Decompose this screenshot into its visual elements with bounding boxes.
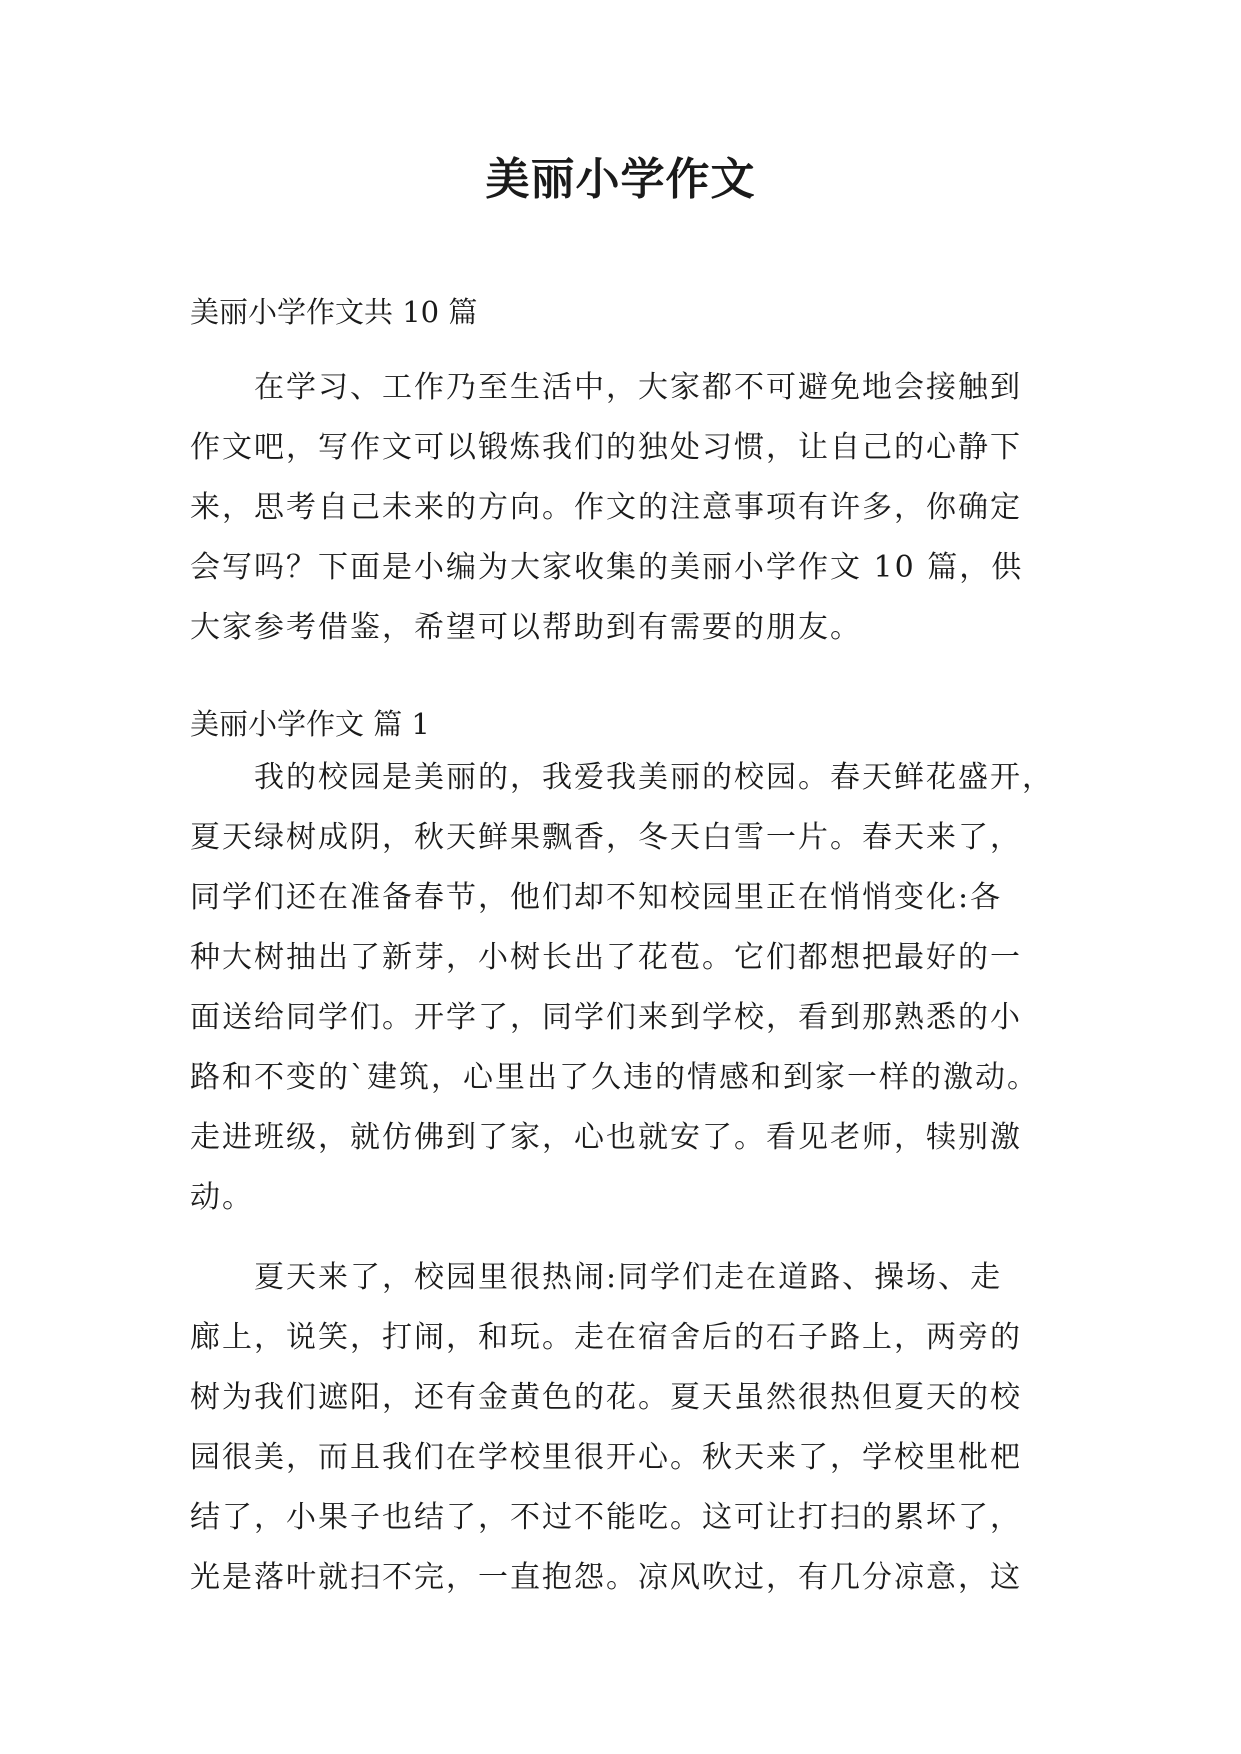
paragraph-line: 动。 [190, 1180, 254, 1215]
paragraph-line: 廊上，说笑，打闹，和玩。走在宿舍后的石子路上，两旁的 [190, 1320, 1022, 1355]
paragraph-line: 夏天来了，校园里很热闹:同学们走在道路、操场、走 [254, 1260, 1003, 1295]
document-title: 美丽小学作文 [485, 154, 756, 205]
paragraph-line: 树为我们遮阳，还有金黄色的花。夏天虽然很热但夏天的校 [190, 1380, 1022, 1415]
paragraph-line: 面送给同学们。开学了，同学们来到学校，看到那熟悉的小 [190, 1000, 1022, 1035]
section-heading: 美丽小学作文 篇 1 [190, 707, 430, 741]
paragraph-line: 园很美，而且我们在学校里很开心。秋天来了，学校里枇杷 [190, 1440, 1022, 1475]
paragraph-line: 种大树抽出了新芽，小树长出了花苞。它们都想把最好的一 [190, 940, 1022, 975]
paragraph-line: 我的校园是美丽的，我爱我美丽的校园。春天鲜花盛开， [254, 760, 1054, 795]
paragraph-line: 光是落叶就扫不完，一直抱怨。凉风吹过，有几分凉意，这 [190, 1560, 1022, 1595]
intro-line: 大家参考借鉴，希望可以帮助到有需要的朋友。 [190, 610, 862, 645]
intro-line: 会写吗？下面是小编为大家收集的美丽小学作文 10 篇，供 [190, 550, 1024, 585]
paragraph-line: 结了，小果子也结了，不过不能吃。这可让打扫的累坏了， [190, 1500, 1022, 1535]
paragraph-line: 走进班级，就仿佛到了家，心也就安了。看见老师，犊别激 [190, 1120, 1022, 1155]
intro-line: 在学习、工作乃至生活中，大家都不可避免地会接触到 [254, 370, 1022, 405]
paragraph-line: 路和不变的`建筑，心里出了久违的情感和到家一样的激动。 [190, 1060, 1039, 1095]
intro-line: 来，思考自己未来的方向。作文的注意事项有许多，你确定 [190, 490, 1022, 525]
intro-line: 作文吧，写作文可以锻炼我们的独处习惯，让自己的心静下 [190, 430, 1022, 465]
paragraph-line: 夏天绿树成阴，秋天鲜果飘香，冬天白雪一片。春天来了， [190, 820, 1022, 855]
paragraph-line: 同学们还在准备春节，他们却不知校园里正在悄悄变化:各 [190, 880, 1003, 915]
document-subtitle: 美丽小学作文共 10 篇 [190, 295, 478, 329]
